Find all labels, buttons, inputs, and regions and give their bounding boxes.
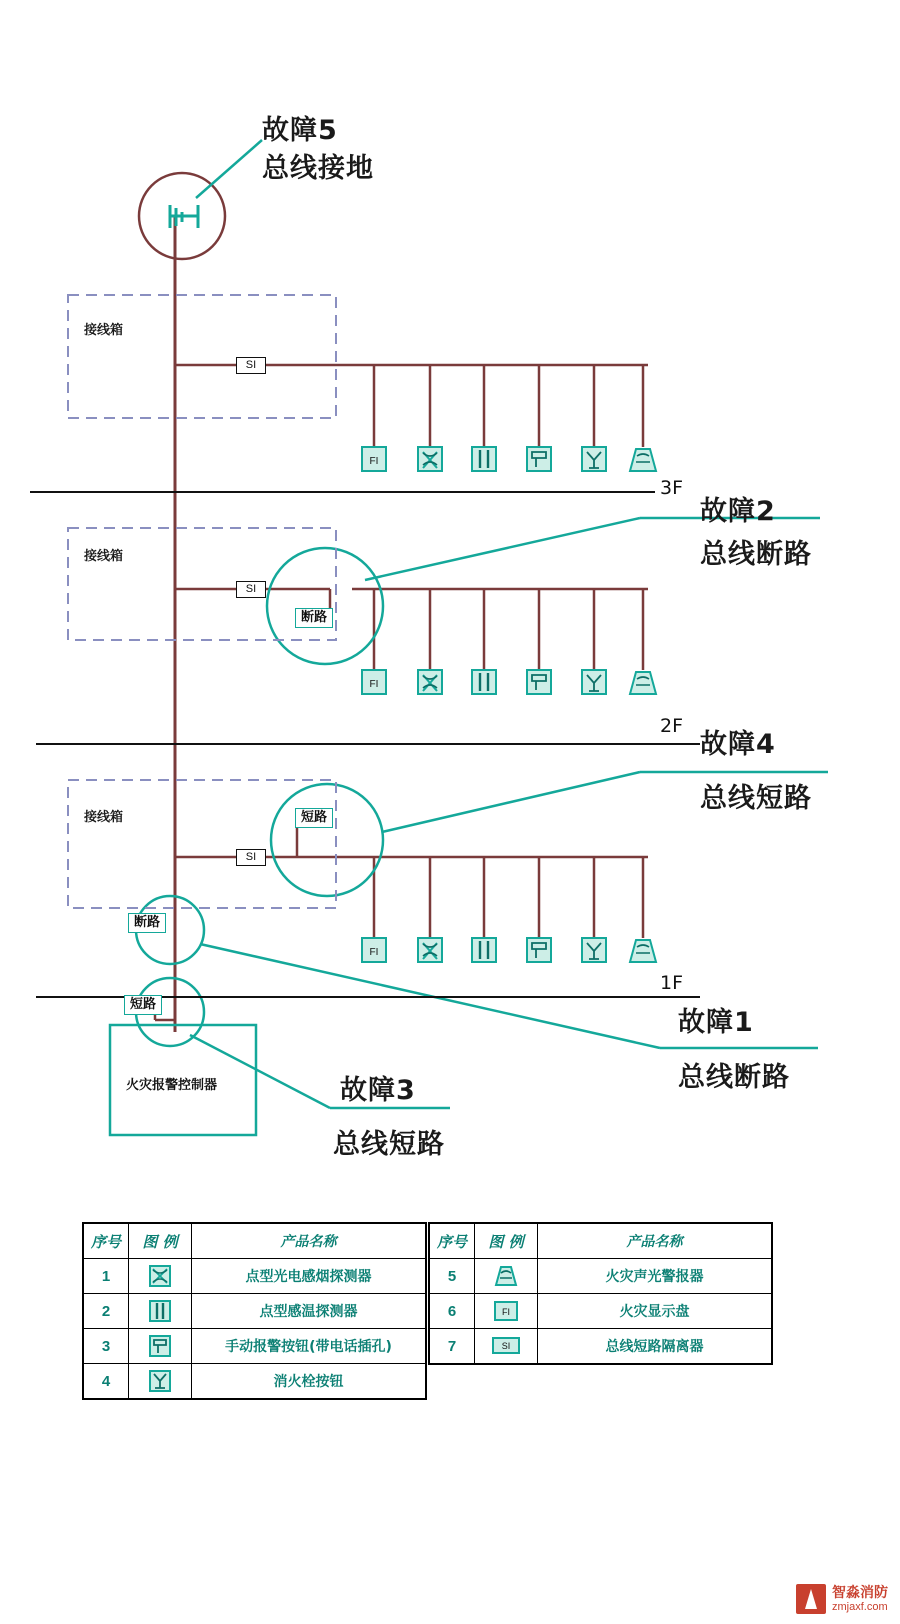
legend-row <box>429 1294 772 1329</box>
floor-label-2f: 2F <box>660 715 684 737</box>
legend-icon-smoke <box>129 1259 192 1294</box>
svg-text:FI: FI <box>502 1307 510 1317</box>
legend-row <box>429 1259 772 1294</box>
junction-box-label-1f: 接线箱 <box>84 810 124 825</box>
legend-name: 总线短路隔离器 <box>538 1329 773 1365</box>
fault-label-fault5-desc: 总线接地 <box>262 153 374 184</box>
legend-name: 火灾显示盘 <box>538 1294 773 1329</box>
legend-icon-hydrant <box>129 1364 192 1400</box>
legend-no: 3 <box>83 1329 129 1364</box>
legend-header-row <box>429 1223 772 1259</box>
legend-row <box>83 1364 426 1400</box>
fault-label-fault1-desc: 总线断路 <box>678 1062 790 1093</box>
control-panel-label: 火灾报警控制器 <box>126 1078 218 1093</box>
fault-label-fault4-name: 故障4 <box>700 729 776 760</box>
legend-name: 火灾声光警报器 <box>538 1259 773 1294</box>
legend-no: 1 <box>83 1259 129 1294</box>
fault-label-fault4-desc: 总线短路 <box>700 783 812 814</box>
fault-label-fault3-name: 故障3 <box>340 1075 416 1106</box>
legend-no: 5 <box>429 1259 475 1294</box>
legend-table-right <box>428 1222 773 1365</box>
tag-short-circuit-1f: 短路 <box>295 808 333 828</box>
legend-no: 6 <box>429 1294 475 1329</box>
watermark-brand-name: 智淼消防 <box>832 1584 888 1601</box>
legend-icon-heat <box>129 1294 192 1329</box>
legend-no: 4 <box>83 1364 129 1400</box>
floor-label-3f: 3F <box>660 477 684 499</box>
legend-header-icon: 图 例 <box>129 1223 192 1259</box>
isolator-si-2f: SI <box>236 581 266 598</box>
legend-header-name: 产品名称 <box>538 1223 773 1259</box>
svg-text:FI: FI <box>369 947 379 958</box>
legend-no: 2 <box>83 1294 129 1329</box>
legend-row <box>83 1329 426 1364</box>
junction-box-label-3f: 接线箱 <box>84 323 124 338</box>
fault-label-fault1-name: 故障1 <box>678 1007 754 1038</box>
fault-label-fault3-desc: 总线短路 <box>333 1129 445 1160</box>
legend-name: 手动报警按钮(带电话插孔) <box>192 1329 427 1364</box>
fault-label-fault2-name: 故障2 <box>700 496 776 527</box>
fault-label-fault5-name: 故障5 <box>262 115 338 146</box>
legend-header-no: 序号 <box>429 1223 475 1259</box>
svg-text:FI: FI <box>369 679 379 690</box>
legend-header-name: 产品名称 <box>192 1223 427 1259</box>
legend-icon-fi <box>475 1294 538 1329</box>
junction-box-label-2f: 接线箱 <box>84 549 124 564</box>
legend-header-no: 序号 <box>83 1223 129 1259</box>
tag-short-circuit-panel: 短路 <box>124 995 162 1015</box>
legend-row <box>429 1329 772 1365</box>
svg-text:FI: FI <box>369 456 379 467</box>
floor-label-1f: 1F <box>660 972 684 994</box>
legend-row <box>83 1294 426 1329</box>
tag-open-circuit-2f: 断路 <box>295 608 333 628</box>
legend-icon-manual <box>129 1329 192 1364</box>
legend-name: 点型光电感烟探测器 <box>192 1259 427 1294</box>
svg-text:SI: SI <box>501 1341 511 1351</box>
legend-name: 消火栓按钮 <box>192 1364 427 1400</box>
tag-open-circuit-panel: 断路 <box>128 913 166 933</box>
legend-header-icon: 图 例 <box>475 1223 538 1259</box>
legend-row <box>83 1259 426 1294</box>
legend-icon-si <box>475 1329 538 1365</box>
watermark-site: zmjaxf.com <box>832 1600 888 1613</box>
legend-no: 7 <box>429 1329 475 1365</box>
legend-header-row <box>83 1223 426 1259</box>
isolator-si-1f: SI <box>236 849 266 866</box>
watermark <box>796 1584 888 1614</box>
legend-name: 点型感温探测器 <box>192 1294 427 1329</box>
fault-label-fault2-desc: 总线断路 <box>700 539 812 570</box>
isolator-si-3f: SI <box>236 357 266 374</box>
legend-icon-horn <box>475 1259 538 1294</box>
legend-table-left <box>82 1222 427 1400</box>
brand-logo-icon <box>796 1584 826 1614</box>
